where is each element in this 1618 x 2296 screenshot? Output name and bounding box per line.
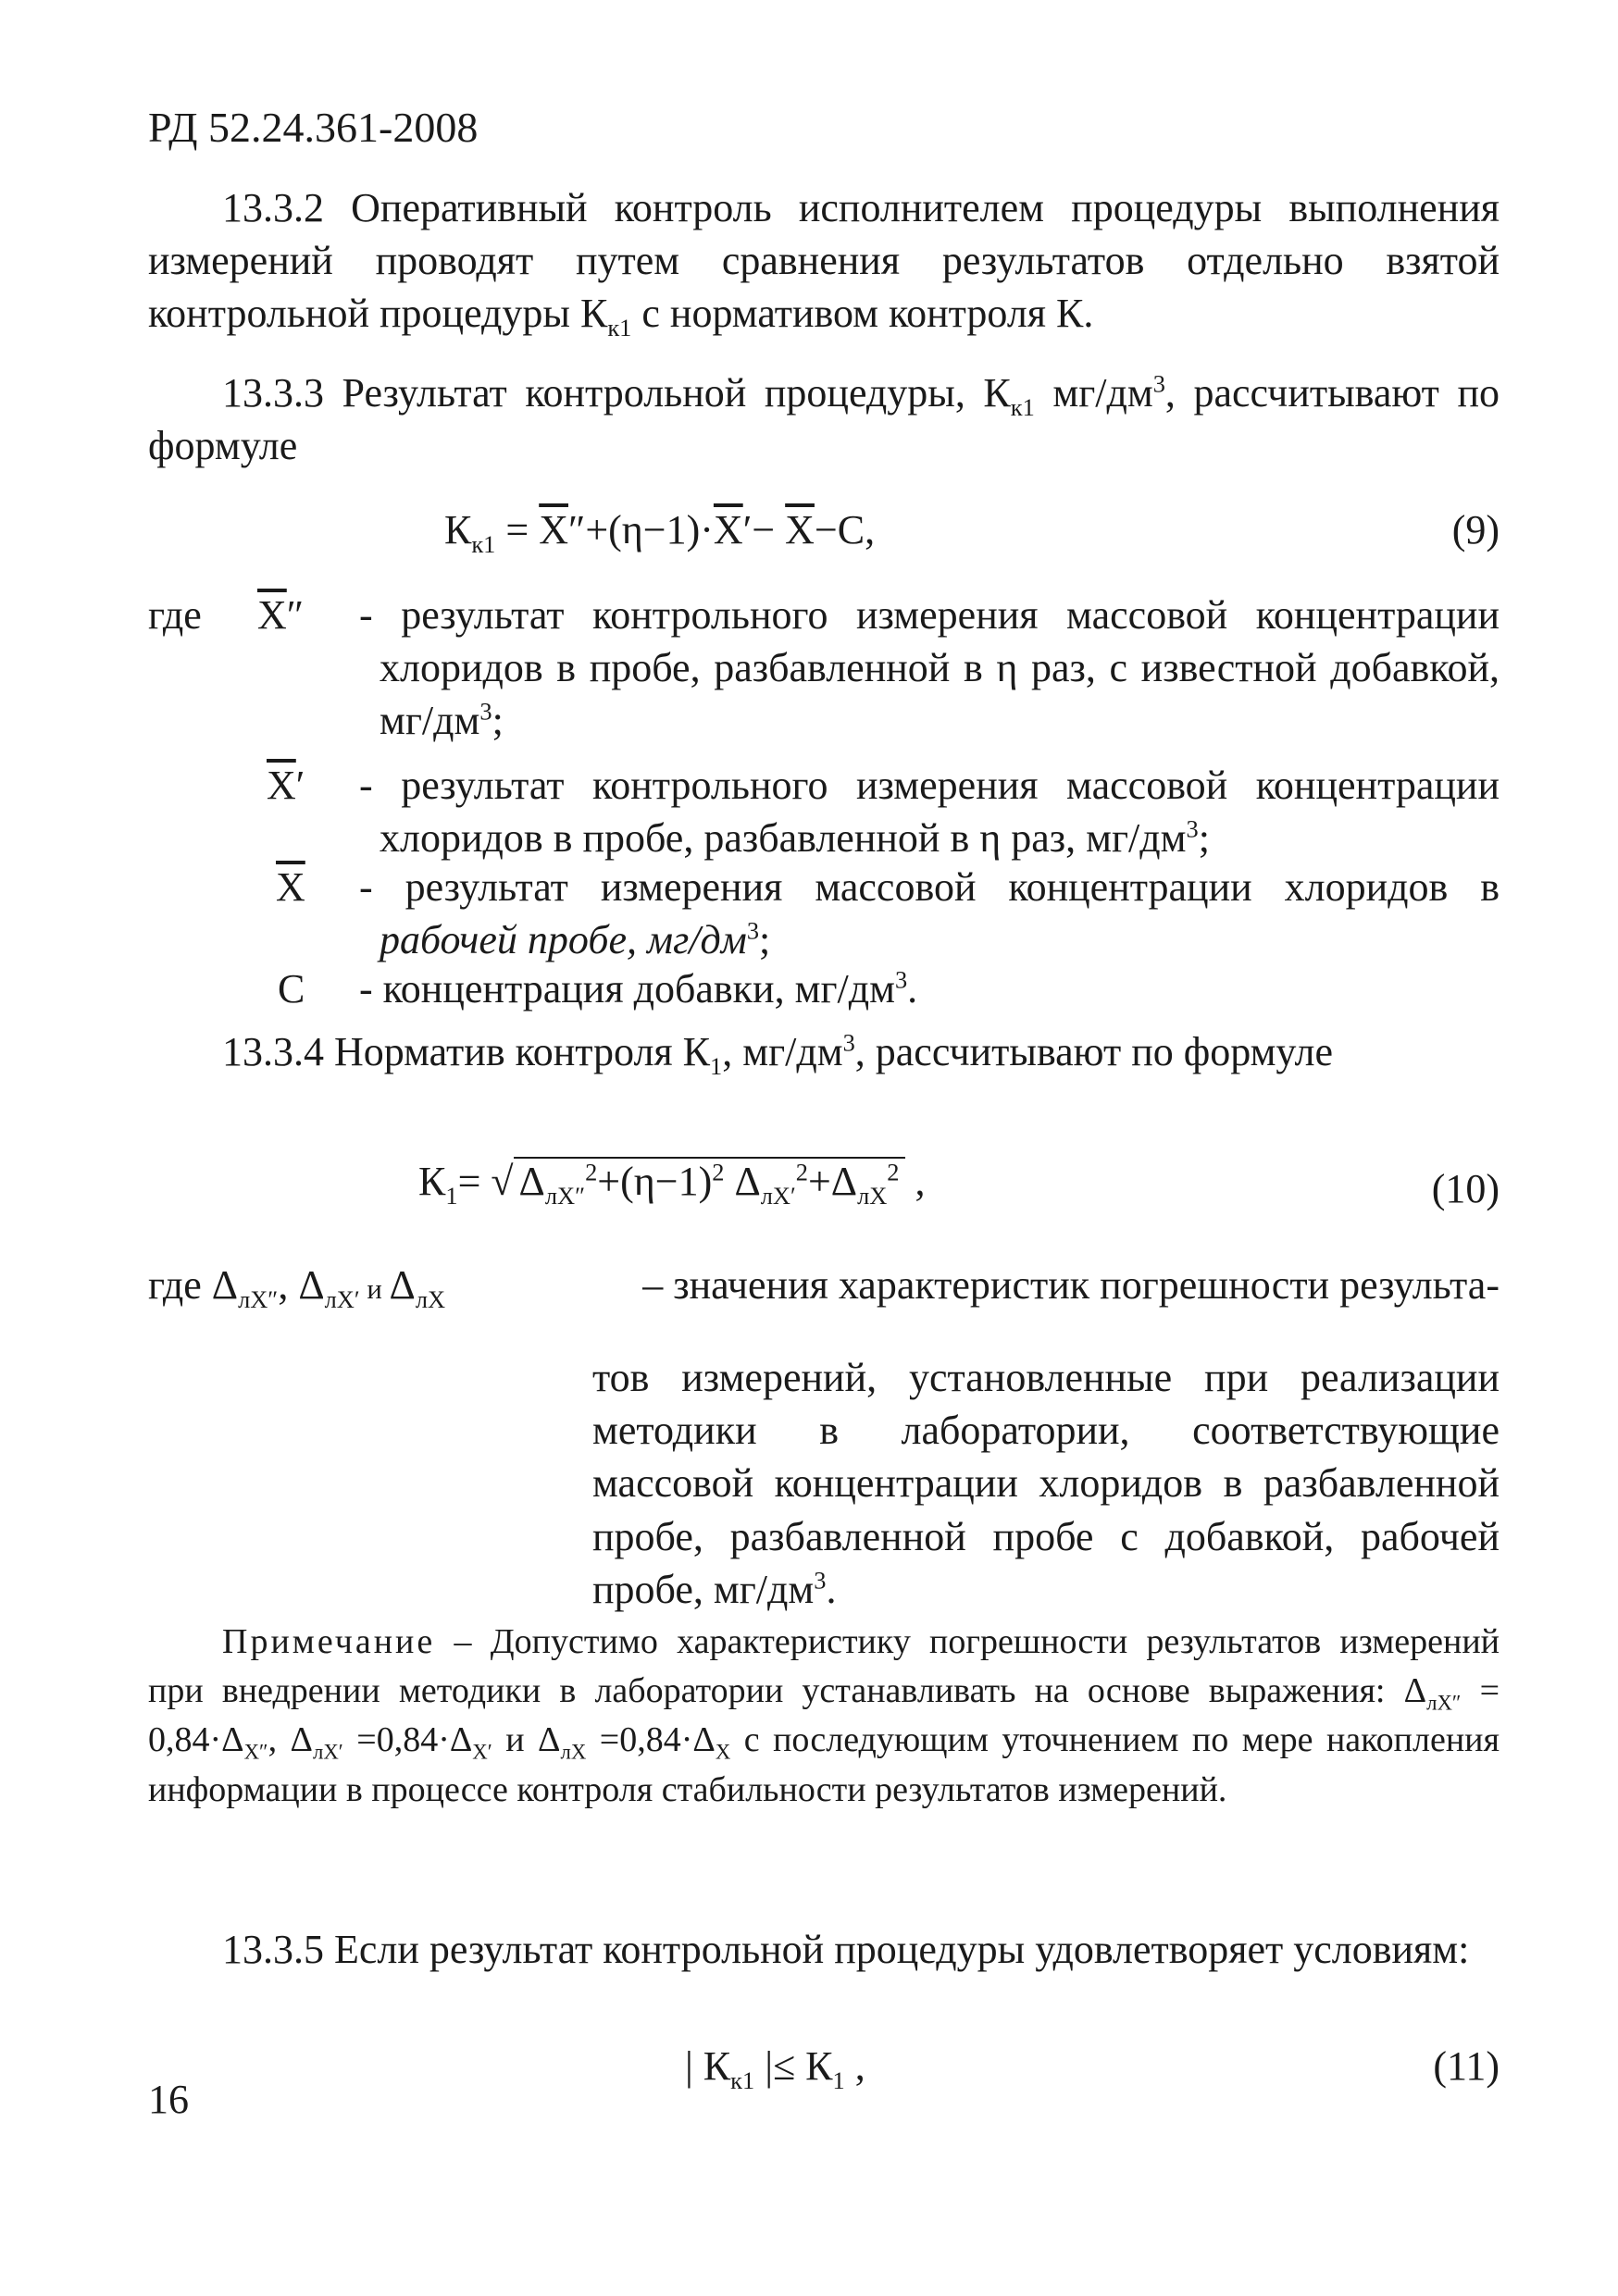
formula-9-number: (9) <box>1451 507 1500 552</box>
definition-symbol-x2: $\overline{X}''$ <box>257 592 305 638</box>
paragraph-13-3-5: 13.3.5 Если результат контрольной процедуры удовлетворяет условиям: <box>222 1927 1470 1972</box>
definition-c: - концентрация добавки, $мг/дм^3$. <box>359 965 918 1011</box>
paragraph-13-3-2: 13.3.2 Оперативный контроль исполнителем процедуры выполнения измерений проводят путем сравнения результатов отдельно взятой контрольной процедуры $К_{к1}$ с нормативом контроля К. <box>148 185 1500 342</box>
sqrt-radicand: $\Delta_{лX''}^2+(\eta-1)^2$ $\Delta_{лX'}^2+\Delta_{лX}^2$ <box>514 1157 905 1204</box>
note-paragraph: Примечание – Допустимо характеристику погрешности результатов измерений при внедрении методики в лаборатории устанавливать на основе выражения: $\Delta_{лX''} = 0,84\cdot\Delta_{X''}$, $\Delta_{лX'} =0,84\cdot\Delta_{X'}$ и $\Delta_{лX} =0,84\cdot\Delta_X$ с последующим уточнением по мере накопления информации в процессе контроля стабильности результатов измерений. <box>148 1622 1500 1809</box>
definition-symbol-x: $\overline{X}$ <box>276 864 305 910</box>
definition-symbol-c: С <box>278 966 305 1011</box>
note-label: Примечание <box>222 1622 436 1661</box>
formula-11-number: (11) <box>1433 2043 1500 2089</box>
definition-delta-first-line: – значения характеристик погрешности результа- <box>642 1262 1500 1308</box>
formula-9: $К_{к1} = \overline{X}''+(\eta-1)\cdot\overline{X}'- \overline{X}-С$, <box>444 507 876 558</box>
definition-x1: - результат контрольного измерения массовой концентрации хлоридов в пробе, разбавленной в η раз, $мг/дм^3$; <box>359 763 1500 862</box>
where-label: где <box>148 592 202 638</box>
definition-symbol-x1: $\overline{X}'$ <box>267 763 305 808</box>
definition-x: - результат измерения массовой концентрации хлоридов в рабочей пробе, $мг/дм^3$; <box>359 864 1500 963</box>
definition-delta-rest: тов измерений, установленные при реализации методики в лаборатории, соответствующие массовой концентрации хлоридов в разбавленной пробе, разбавленной пробе с добавкой, рабочей пробе, $мг/дм^3$. <box>592 1355 1500 1612</box>
sqrt-sign: √ <box>491 1159 514 1204</box>
formula-10-number: (10) <box>1431 1166 1500 1211</box>
paragraph-13-3-4: 13.3.4 Норматив контроля $К_1$, $мг/дм^3$, рассчитывают по формуле <box>222 1028 1333 1080</box>
formula-10: $К_1=$ √ $\Delta_{лX''}^2+(\eta-1)^2$ $\Delta_{лX'}^2+\Delta_{лX}^2$ , <box>418 1158 926 1210</box>
definition-x2: - результат контрольного измерения массовой концентрации хлоридов в пробе, разбавленной в η раз, с известной добавкой, $мг/дм^3$; <box>359 592 1500 744</box>
definition-delta-symbols: где $\Delta_{лX''}$, $\Delta_{лX'}$ и $\Delta_{лX}$ <box>148 1262 446 1313</box>
paragraph-13-3-3: 13.3.3 Результат контрольной процедуры, $К_{к1}$ $мг/дм^3$, рассчитывают по формуле <box>148 369 1500 469</box>
formula-11: | $К_{к1}$ |≤ $К_1$ , <box>685 2043 865 2094</box>
document-header-code: РД 52.24.361-2008 <box>148 104 479 151</box>
page-number: 16 <box>148 2077 189 2122</box>
